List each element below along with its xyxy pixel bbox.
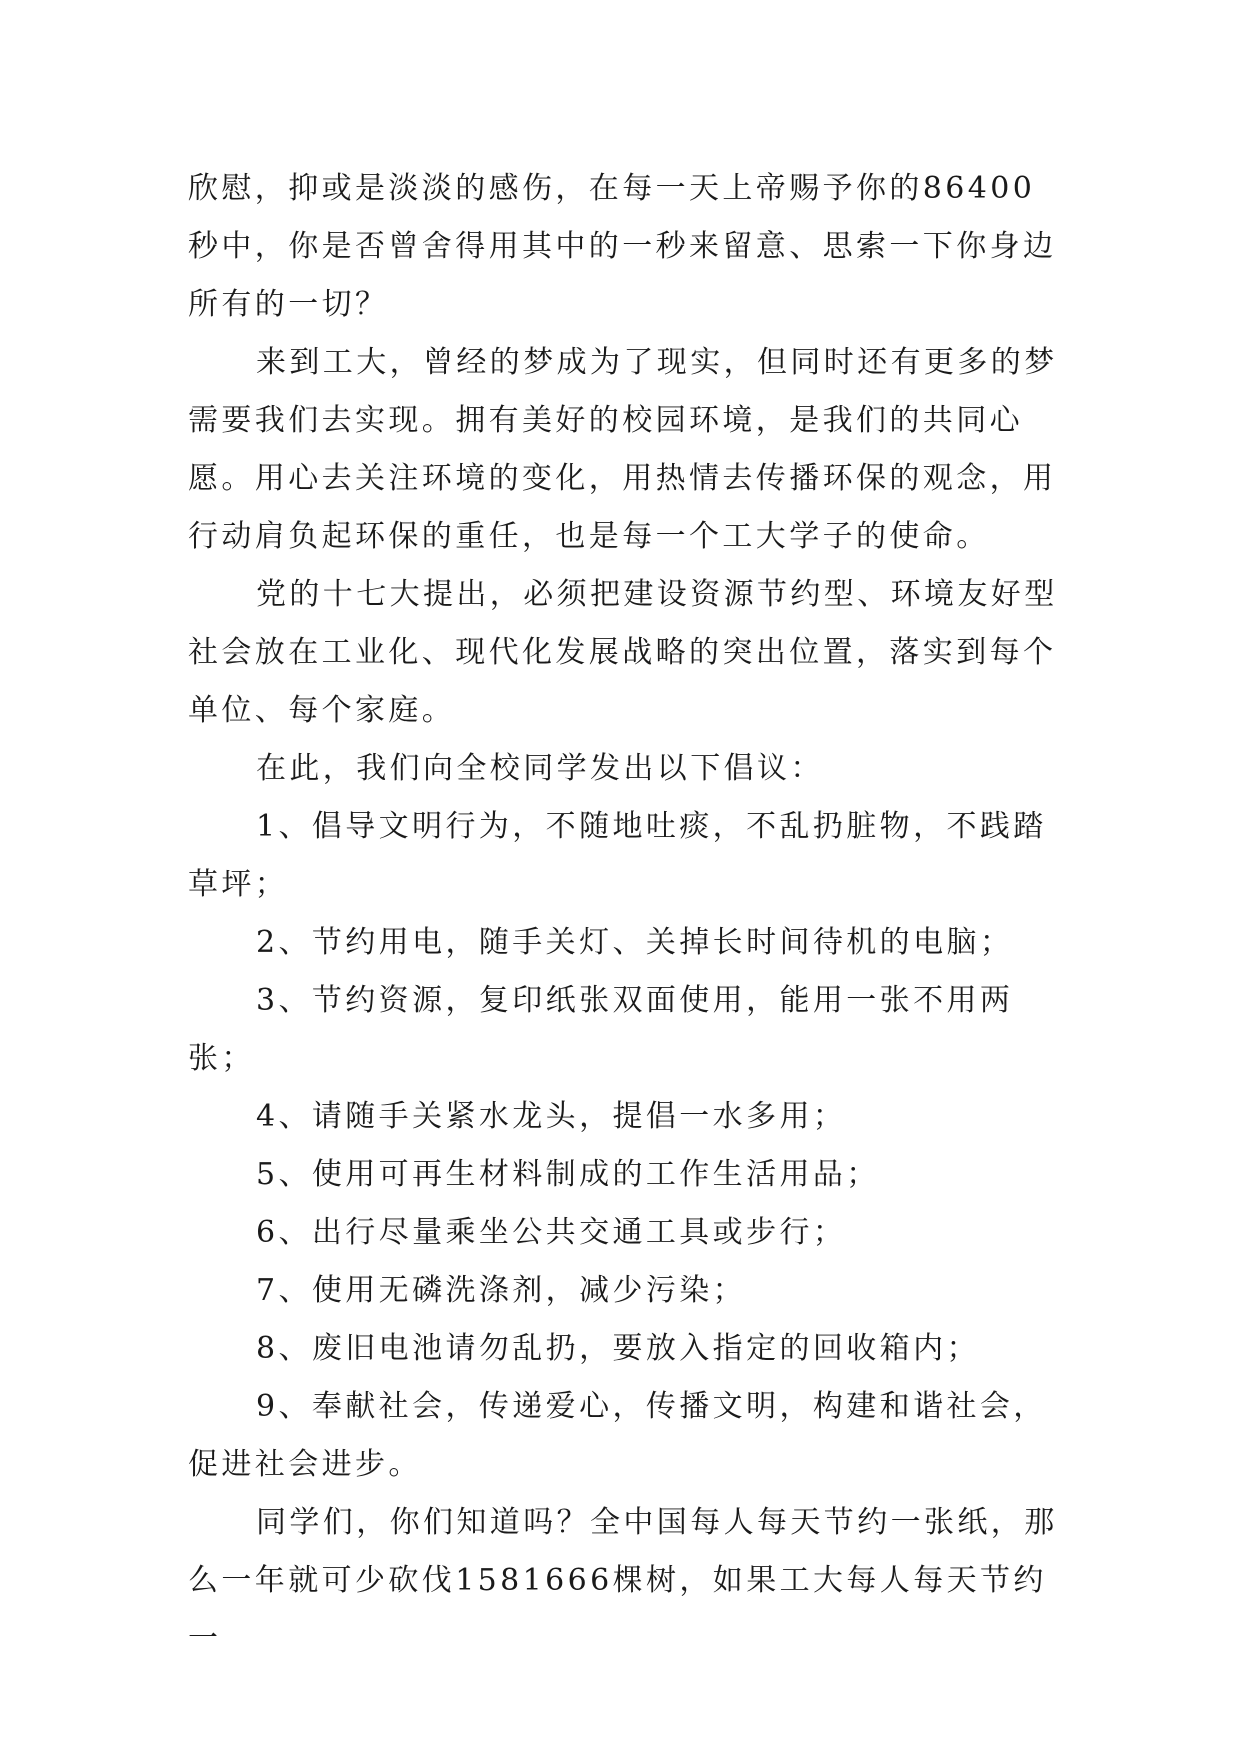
- paragraph-classmates: 同学们，你们知道吗？全中国每人每天节约一张纸，那么一年就可少砍伐1581666棵树，如果工大每人每天节约一: [188, 1505, 1058, 1656]
- list-item-7: 7、使用无磷洗涤剂，减少污染；: [256, 1273, 747, 1308]
- paragraph-gongda: 来到工大，曾经的梦成为了现实，但同时还有更多的梦需要我们去实现。拥有美好的校园环境，是我们的共同心愿。用心去关注环境的变化，用热情去传播环保的观念，用行动肩负起环保的重任，也是每一个工大学子的使命。: [188, 345, 1058, 554]
- list-item-6: 6、出行尽量乘坐公共交通工具或步行；: [256, 1215, 847, 1250]
- list-item-3: 3、节约资源，复印纸张双面使用，能用一张不用两张；: [188, 983, 1014, 1076]
- list-item-8: 8、废旧电池请勿乱扔，要放入指定的回收箱内；: [256, 1331, 980, 1366]
- document-body: [188, 160, 1058, 1668]
- list-item-2: 2、节约用电，随手关灯、关掉长时间待机的电脑；: [256, 925, 1014, 960]
- paragraph-continuation: 欣慰，抑或是淡淡的感伤，在每一天上帝赐予你的86400秒中，你是否曾舍得用其中的一秒来留意、思索一下你身边所有的一切？: [188, 171, 1057, 322]
- list-item-1: 1、倡导文明行为，不随地吐痰，不乱扔脏物，不践踏草坪；: [188, 809, 1047, 902]
- paragraph-seventeenth-congress: 党的十七大提出，必须把建设资源节约型、环境友好型社会放在工业化、现代化发展战略的突出位置，落实到每个单位、每个家庭。: [188, 577, 1058, 728]
- list-item-5: 5、使用可再生材料制成的工作生活用品；: [256, 1157, 880, 1192]
- paragraph-proposal-intro: 在此，我们向全校同学发出以下倡议：: [256, 751, 824, 786]
- list-item-9: 9、奉献社会，传递爱心，传播文明，构建和谐社会，促进社会进步。: [188, 1389, 1047, 1482]
- list-item-4: 4、请随手关紧水龙头，提倡一水多用；: [256, 1099, 847, 1134]
